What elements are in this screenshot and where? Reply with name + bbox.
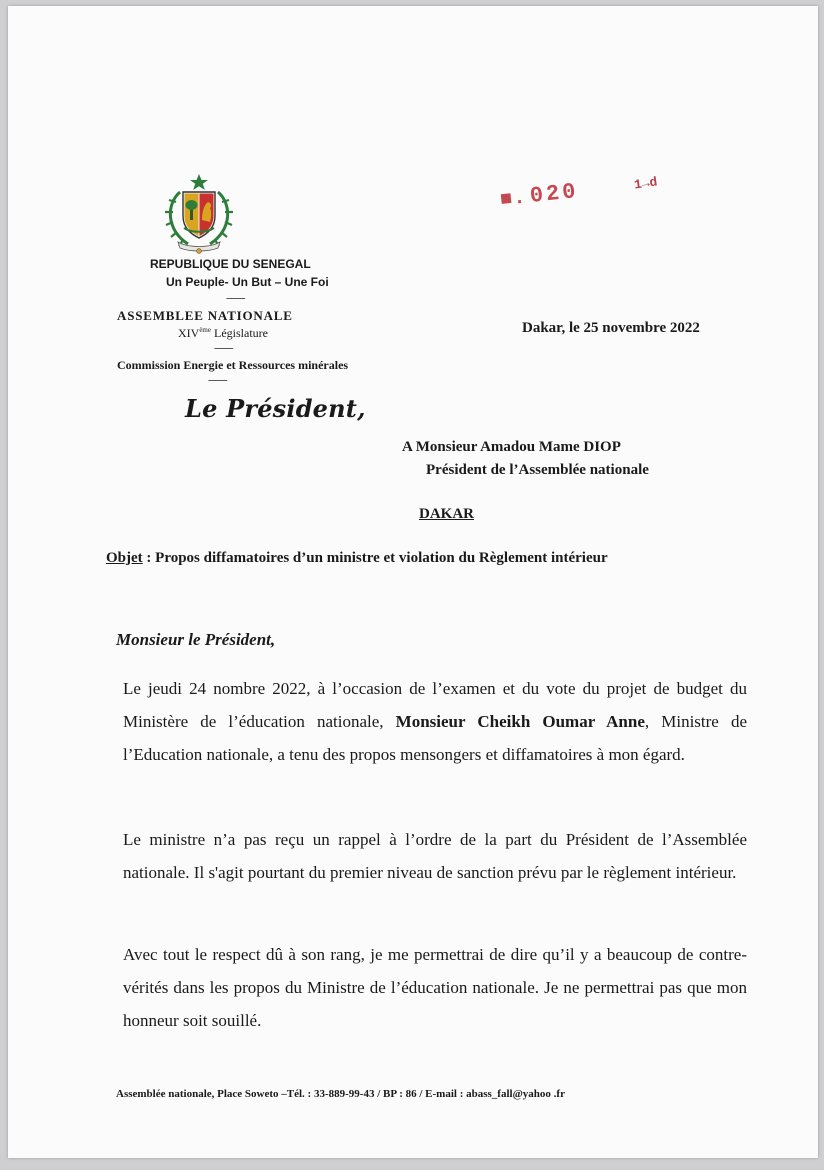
commission-name: Commission Energie et Ressources minérales [117, 358, 349, 372]
legislature-word: Législature [211, 326, 268, 340]
body-paragraph-2: Le ministre n’a pas reçu un rappel à l’ordre de la part du Président de l’Assemblée nationale. Il s'agit pourtant du premier niveau de sanction prévu par le règlement intérieur. [123, 830, 747, 882]
national-motto: Un Peuple- Un But – Une Foi [166, 275, 329, 289]
stamp-handwritten-note: 1→d [633, 174, 659, 193]
senegal-coat-of-arms-icon [158, 172, 240, 254]
date-line: Dakar, le 25 novembre 2022 [522, 320, 700, 336]
recipient-title: Président de l’Assemblée nationale [426, 462, 649, 478]
footer-contact: Assemblée nationale, Place Soweto –Tél. : 33-889-99-43 / BP : 86 / E-mail : abass_fall@yahoo .fr [116, 1088, 565, 1100]
body-paragraph-3: Avec tout le respect dû à son rang, je me permettrai de dire qu’il y a beaucoup de contre-vérités dans les propos du Ministre de l’éducation nationale. Je ne permettrai pas que mon honneur soit souillé. [123, 945, 747, 1030]
signatory-title: Le Président, [185, 394, 366, 423]
separator-dashes: -------- [226, 293, 245, 304]
country-name: REPUBLIQUE DU SENEGAL [150, 257, 311, 271]
legislature-line [178, 326, 268, 341]
recipient-city: DAKAR [419, 506, 474, 522]
legislature-ordinal: ème [199, 326, 211, 334]
paragraph-1-end: , Ministre de l’Education nationale, a tenu des propos mensongers et diffamatoires à mon égard. [123, 712, 748, 764]
legislature-number: XIV [178, 326, 200, 340]
recipient-name: A Monsieur Amadou Mame DIOP [402, 439, 621, 455]
subject-line [106, 550, 608, 567]
paragraph-1-start: Le jeudi 24 nombre 2022, à l’occasion de l’examen et du vote du projet de budget du Ministère de l’éducation nationale, [123, 679, 747, 731]
separator-dashes: -------- [208, 375, 227, 386]
registration-stamp [499, 179, 580, 212]
minister-name: Monsieur Cheikh Oumar Anne [395, 712, 645, 731]
institution-name: ASSEMBLEE NATIONALE [117, 308, 293, 323]
body-paragraph-1 [123, 672, 747, 771]
stamp-number: 020 [528, 178, 580, 209]
letter-page [8, 6, 818, 1158]
separator-dashes: -------- [214, 343, 233, 354]
salutation: Monsieur le Président, [116, 630, 276, 649]
subject-text: : Propos diffamatoires d’un ministre et violation du Règlement intérieur [142, 550, 608, 566]
stamp-mark: ■. [499, 186, 528, 213]
subject-label: Objet [106, 550, 143, 566]
